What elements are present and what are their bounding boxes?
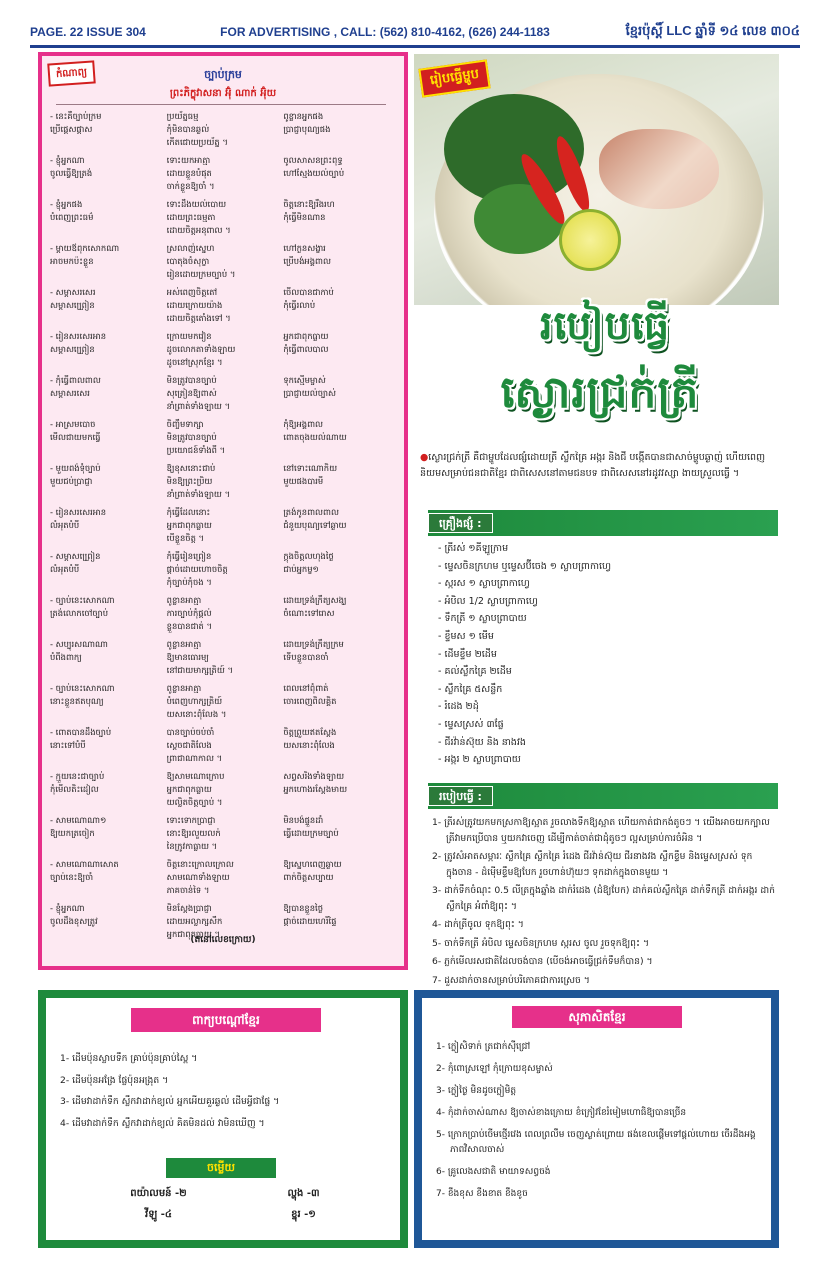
poem-stanza: - សម្ដាសរសេរ សម្ដាសព្រ្រៀន xyxy=(50,287,96,310)
page-header xyxy=(30,20,800,44)
poem-stanza: ឱ្យសាមណោក្រោប អ្នកជាពុកធ្លាយ យល្លិតចិត្តច្បាប់ ។ xyxy=(166,771,225,807)
riddles-inner xyxy=(46,998,400,1240)
answer-item: ល្ហុង -៣ xyxy=(287,1188,320,1199)
poem-column-2 xyxy=(165,110,282,939)
proverbs-inner xyxy=(422,998,771,1240)
method-step: 3- ដាក់ទឹកចំណុះ 0.5 លីត្រក្នុងឆ្នាំង ដាក់រំដេង (ដំឱ្យបែក) ដាក់គល់ស្លឹកគ្រៃ ដាក់ទឹកត្រី ដាក់អង្ករ ដាក់ស្លឹកគ្រៃ អំពាំឱ្យពុះ ។ xyxy=(432,885,775,912)
ingredient-item: - ស្លឹកគ្រៃ ៥សន្លឹក xyxy=(438,683,503,695)
method-step: 2- ត្រូវសំអាតសម្ភារៈ ស្លឹកគ្រៃ ស្លឹកគ្រៃ រំដេង ជីរវ៉ាន់ស៊ុយ ជីរនាងវង ស្លឹកខ្ទឹម និងម្ទេសស្រស់ ទុកក្នុងចាន - ដំម៉ើមខ្ទឹមឱ្យបែក រួចហាន់ហ៊ុយៗ ទុកដាក់ក្នុងចានមួយ ។ xyxy=(432,851,753,878)
poem-stanza: - រៀនសរសេរអាន លំអុតបំបី xyxy=(50,507,107,530)
poem-stanza: ទុកស្មើមម្ចាស់ ប្រាជ្ញាយល់ច្បាស់ xyxy=(283,375,337,398)
proverb-item: 2- កុំពោស្រឡៅ កុំក្រោយខុសម្ចាស់ xyxy=(436,1064,553,1074)
poem-stanza: ចូលសាសនព្រះពុទ្ធ ហៅស្មែងយល់ច្បាប់ xyxy=(283,155,345,178)
method-steps xyxy=(432,815,777,991)
ingredient-item: - ស្ករស ១ ស្លាបព្រាកាហ្វេ xyxy=(438,578,530,590)
answer-item: វីឡូ -៤ xyxy=(145,1209,172,1220)
poem-column-1 xyxy=(48,110,165,930)
poem-column-3 xyxy=(281,110,398,930)
poem-stanza: ពូខ្លានអ្នកផង ប្រាជ្ញាបុណ្យផង xyxy=(283,111,331,134)
recipe-intro-text: ស្ងោរជ្រក់ត្រី គឺជាម្ហូបដែលផ្សំដោយត្រី ស្លឹកគ្រៃ អង្ករ និងជី បង្កើតបានជាសាច់ម្ហូបឆ្ងាញ់ ហើយពេញនិយមសម្រាប់ជនជាតិខ្មែរ ជាពិសេសនៅតាមជនបទ ជាពិសេសនៅរដូវវស្សា ងាយស្រួលធ្វើ ។ xyxy=(420,452,766,479)
poem-stanza: មិនបង់ផ្ទួនដាំ ធ្វើដោយក្រមច្បាប់ xyxy=(283,815,339,838)
ingredient-item: - ម្ទេសស្រស់ ៣ផ្លែ xyxy=(438,718,504,730)
poem-stanza: នៅទោះណោកិយ មួយផងបារមី xyxy=(283,463,338,486)
proverb-item: 7- ខឹងខុស ខឹងខាត ខឹងខូច xyxy=(436,1189,528,1199)
poem-stanza: ឱ្យខុសនោះជាប់ មិនឱ្យព្រះប្រិយ នាំព្រាត់ទាំងឡាយ ។ xyxy=(166,463,231,499)
ingredient-item: - ខ្ទឹមស ១ មើម xyxy=(438,630,494,642)
poem-stanza: កុំឱ្យអង្គពាល ពោតចុងយល់ណាយ xyxy=(283,419,347,442)
poem-stanza: កុំធ្វើដែលនោះ អ្នកជាពុកធ្លាយ បើខ្លួនចិត្ត ។ xyxy=(166,507,212,543)
ingredient-item: - ម្ទេសចិនក្រហម ឬម្ទេសប៊ីចេង ១ ស្លាបព្រាកាហ្វេ xyxy=(438,560,612,572)
poem-stanza: ចើលបានជាកាប់ កុំធ្វើរលាប់ xyxy=(283,287,334,310)
poem-stanza: ចិត្តព្រួយឥតស្ដែង យសនោះពុំលែង xyxy=(283,727,337,750)
poem-stanza: - អាស្រមបោច មើលជាយមកធ្វើ xyxy=(50,419,101,442)
poem-stanza: ឱ្យស្នេហពេញឆ្ងាយ ពាក់ចិត្តសប្បាយ xyxy=(283,859,342,882)
poem-stanza: - រៀនសរសេរអាន សម្ដាសព្រ្រៀន xyxy=(50,331,107,354)
poem-title: ច្បាប់ក្រម xyxy=(204,68,242,81)
proverb-item: 6- គ្រូលេងសជាតិ មាយាទសព្វចង់ xyxy=(436,1167,551,1177)
method-step: 7- ដួសដាក់ចានសម្រាប់បរិភោគជាការស្រេច ។ xyxy=(432,974,590,986)
poem-stanza: ទោះដឹងយល់បោយ ដោយព្រះធម្មតា ដោយចិត្តអនុពាល ។ xyxy=(166,199,231,235)
ingredient-item: - អំបិល 1/2 ស្លាបព្រាកាហ្វេ xyxy=(438,595,538,607)
ingredients-header xyxy=(418,510,778,536)
poem-stanza: - ច្បាប់នេះសោកណា នោះខ្លួនឥតបុណ្យ xyxy=(50,683,115,706)
ingredients-label: គ្រឿងផ្សំ : xyxy=(428,513,493,533)
riddles-title: ពាក្យបណ្ដៅខ្មែរ xyxy=(131,1008,321,1032)
poem-stanza: ចិត្តនោះក្រោលក្រោល សាមណោទាំងឡាយ ភាគចាន់ទៃ ។ xyxy=(166,859,234,895)
poem-stanza: - សប្បុរសណាណា បំពីងពាក្យ xyxy=(50,639,108,662)
poem-stanza: ក្រោយមកវៀន ដូចលោកតាទាំងឡាយ ដូចនៅស្រុកខ្មែរ ។ xyxy=(166,331,236,367)
ingredients-list xyxy=(438,540,768,769)
poem-stanza: ទោះយកអាត្មា ដោយខ្លួនបំផុត ចាក់ខ្លួនឱ្យចាំ ។ xyxy=(166,155,215,191)
answer-item: ពយ៉ាលមន៍ -២ xyxy=(130,1188,187,1199)
photo-tag: រៀបធ្វើម្ហូប xyxy=(418,59,491,97)
poem-stanza: ចិត្តនោះឱ្យរឹងរហ កុំធ្វើមិនណាន xyxy=(283,199,335,222)
poem-stanza: - ក្មួយនេះជាច្បាប់ កុំមើលតិះដៀល xyxy=(50,771,105,794)
proverb-item: 4- កុំដាក់ចាស់ណាស ឱ្យចាស់ខាងក្រោយ ខំក្រៀវខែរំមៀមហោធិឱ្យបានច្រើន xyxy=(436,1108,687,1118)
poem-badge: កំណាព្យ xyxy=(47,60,96,86)
poem-continued-note: (តនៅលេខក្រោយ) xyxy=(190,935,256,945)
poem-stanza: ពេលនៅពុំពាត់ ចោរពេញពិលគ្គិត xyxy=(283,683,337,706)
fish-slice-illustration xyxy=(599,129,719,209)
poem-stanza: ពូខ្លានអាត្មា ឱ្យមានធោរម្យ នៅជាយមាក្សត្រិយ៍ ។ xyxy=(166,639,233,675)
poem-stanza: ស្រលាញ់ស្នេហ បោតុងចំសុក្ខា រៀនដោយក្រមច្បាប់ ។ xyxy=(166,243,236,279)
ingredient-item: - គល់ស្លឹកគ្រៃ ២ដើម xyxy=(438,666,512,678)
poem-stanza: អស់ពេញចិត្តតៅ ដោយក្រោយយ៉ាង ដោយចិត្តតោំងទៅ ។ xyxy=(166,287,231,323)
ingredient-item: - ត្រីរស់ ១គីឡូក្រាម xyxy=(438,543,509,554)
poem-stanza: ក្ដុងចិត្តលហុងថ្ងៃ ជាប់អ្នកម្ខ១ xyxy=(283,551,334,574)
bullet-icon: ● xyxy=(420,452,429,463)
recipe-title-line-2: ស្ងោរជ្រក់ត្រី xyxy=(500,367,700,418)
proverbs-box xyxy=(414,990,779,1248)
poem-stanza: - សាមណោណា១ ឱ្យយកត្រចៀក xyxy=(50,815,107,838)
poem-stanza: - សាមណោណាសោត ច្បាប់នេះឱ្យចាំ xyxy=(50,859,119,882)
answer-item: ខ្នុរ -១ xyxy=(291,1209,316,1220)
recipe-intro xyxy=(420,450,776,482)
poem-columns xyxy=(48,110,398,939)
proverb-item: 5- ក្រោកប្រាប់ចើមថ្មើរវេង ពេលព្រលឹម ចេញស្ងាត់ព្រោយ ផង់ខេលផ្ដើមទៅផ្ដល់ហោយ ចើរដឹងអង្គភាពវិសាលចាស់ xyxy=(436,1130,756,1155)
poem-stanza: - ខ្ញុំអ្នកផង បំពេញព្រះធម៌ xyxy=(50,199,94,222)
proverb-item: 3- ក្លៀថ្ងៃ មិនដូចក្លៀមិត្ត xyxy=(436,1086,517,1096)
ingredient-item: - ជីរវ៉ាន់ស៊ុយ និង នាងវង xyxy=(438,736,526,748)
poem-stanza: - ច្បាប់នេះសោកណា ត្រង់លោកចៅច្បាប់ xyxy=(50,595,115,618)
poem-stanza: - នេះគឺច្បាប់ក្រម ប្រើផ្ដេសផ្ដាស xyxy=(50,111,102,134)
poem-stanza: ឱ្យបានខ្លួនថ្ងៃ ផ្ដាច់ដោយហេរីផ្ទៃ xyxy=(283,903,337,926)
answers-title: ចម្លើយ xyxy=(166,1158,276,1178)
poem-stanza: អ្នកជាពុកធ្លាយ កុំធ្វើពាលបាល xyxy=(283,331,329,354)
poem-stanza: ហៅក្ងនសង្ខារ ប្រើបង់អង្គពាល xyxy=(283,243,331,266)
riddle-item: 4- ដើមវាដាក់ទឹក ស្លឹកវាដាក់ខ្យល់ គិតមិនដល់ វាមិនឃើញ ។ xyxy=(60,1117,265,1129)
poem-stanza: ទោះទោកប្រាជ្ញា នោះឱ្យរលួយលក់ នៃក្រូវកាធ្លាយ ។ xyxy=(166,815,221,851)
poem-stanza: ចិញ្ចឹមទាក្សា មិនត្រូវបានច្បាប់ ប្រយោជន៍ទាំងពី ។ xyxy=(166,419,226,455)
poem-stanza: ពូខ្លានអាត្មា បំពេញហាក្សត្រិយ៍ យសនោះពុំលែង ។ xyxy=(166,683,227,719)
poem-stanza: - ខ្ញុំអ្នកណា ចូលធ្វើឱ្យត្រង់ xyxy=(50,155,93,178)
header-divider xyxy=(30,45,800,48)
poem-stanza: - ខ្ញុំអ្នកណា ចូលដឹងខុសត្រូវ xyxy=(50,903,98,926)
poem-stanza: ដោយទ្រង់ក្រឹត្យក្រម ទើបខ្លួនបានចាំ xyxy=(283,639,344,662)
poem-stanza: - មួយពង់ទុំច្បាប់ មួយជប់ប្រាជ្ញា xyxy=(50,463,101,486)
riddle-item: 1- ដើមប៉ុនស្លាបទឹក គ្រាប់ប៉ុនគ្រាប់ស្ពៃ ។ xyxy=(60,1053,198,1064)
riddle-item: 3- ដើមវាដាក់ទឹក ស្លឹកវាដាក់ខ្យល់ អ្នកអើយគួរឆ្ងល់ ដើមអ្វីជាផ្លែ ។ xyxy=(60,1096,280,1107)
poem-stanza: សព្វសរិងទាំងឡាយ អ្នកហោងរស្ដែងមាយ xyxy=(283,771,348,794)
answers-grid xyxy=(86,1186,376,1222)
ingredient-item: - អង្ករ ២ ស្លាបព្រាបាយ xyxy=(438,754,521,766)
method-step: 4- ដាក់ត្រីចូល ទុកឱ្យពុះ ។ xyxy=(432,919,524,930)
poem-stanza: - ពោតបានដឹងច្បាប់ នោះទៅបំបី xyxy=(50,727,112,750)
poem-panel xyxy=(38,52,408,970)
riddles-box xyxy=(38,990,408,1248)
riddles-list xyxy=(60,1048,390,1134)
page-number: PAGE. 22 ISSUE 304 xyxy=(30,25,146,39)
poem-stanza: បានច្បាប់ចប់ចាំ ស្ដេចជាតិលែង ព្រាជាណាកាល ។ xyxy=(166,727,223,763)
method-step: 1- ត្រីរស់ត្រូវយកមកស្រកាឱ្យស្អាត រួចលាងទឹកឱ្យស្អាត ហើយកាត់ជាកង់តូចៗ ។ យើងអាចយកក្បាលត្រីវាមកប្រើបាន ឬយកវាចេញ ដើម្បីកាត់ចាត់ជាដុំតូចៗ ល្អសម្រាប់ការចំអិន ។ xyxy=(432,817,770,844)
proverbs-title: សុភាសិតខ្មែរ xyxy=(512,1006,682,1028)
poem-stanza: ត្រង់កូនពាលពាល ជំនួយបុណ្យទៅឆ្ងាយ xyxy=(283,507,347,530)
poem-stanza: - កុំធ្វើពាលពាល សម្ដាសរសេរ xyxy=(50,375,101,398)
method-header xyxy=(418,783,778,809)
masthead: ខ្មែរប៉ុស្តិ៍ LLC ឆ្នាំទី ១៤ លេខ ៣០៤ xyxy=(625,22,800,38)
ingredient-item: - ដើមខ្ទឹម ២ដើម xyxy=(438,648,497,660)
riddle-item: 2- ដើមប៉ុនអង្រែ ផ្លែប៉ុនអង្រុត ។ xyxy=(60,1074,169,1086)
ingredient-item: - រំដេង ២ដុំ xyxy=(438,701,479,713)
poem-stanza: ប្រយ័ត្នធម្ម កុំមិនបានឆ្ងល់ កើតជោយប្រយ័ត្ន ។ xyxy=(166,111,228,147)
poem-stanza: ដោយទ្រង់ក្រឹត្យសង្ឃ ចំណោះទៅរោស xyxy=(283,595,347,618)
proverb-item: 1- ក្លៀសិទាក់ ត្រជាក់ស៊ីជ្រៅ xyxy=(436,1042,531,1052)
poem-stanza: ពូខ្លានអាត្មា ការច្បាប់កុំផ្ដល់ ខ្លួនបានជាត់ ។ xyxy=(166,595,213,631)
poem-stanza: មិនត្រូវបានច្បាប់ សុត្រៀនឱ្យពាស់ នាំព្រាត់ទាំងឡាយ ។ xyxy=(166,375,231,411)
lime-slice-illustration xyxy=(559,209,621,271)
method-step: 5- ចាក់ទឹកត្រី អំបិល ម្ទេសចិនក្រហម ស្ករស ចូល រួចទុកឱ្យពុះ ។ xyxy=(432,937,650,949)
recipe-title-line-1: របៀបធ្វើ xyxy=(539,303,671,349)
poem-stanza: - សម្ដាសព្រ្រៀន លំអុតបំបី xyxy=(50,551,101,574)
poem-author: ព្រះភិក្ខុវាសនា អ៊ុំ ណាក់ អ៊ុំយ xyxy=(169,88,277,99)
ingredient-item: - ទឹកត្រី ១ ស្លាបព្រាបាយ xyxy=(438,613,527,625)
poem-stanza: - ម្ដាយឪពុកសោកណា អាចមកប៉ះខ្លួន xyxy=(50,243,120,266)
method-step: 6- ភ្លក់មើលរសជាតិដែលចង់បាន (បើចង់អាចធ្វើជ្រក់ទឹមក៏បាន) ។ xyxy=(432,956,653,967)
poem-divider xyxy=(56,104,386,105)
poem-stanza: មិនស្ដែងប្រាជ្ញា ដោយអល្លាក្សសឹក អ្នកជាពុកធ្លាយ ។ xyxy=(166,903,223,939)
proverbs-list xyxy=(436,1040,761,1209)
poem-stanza: កុំធ្វើរៀនព្រៀន ផ្ដាច់ដោយហោចចិត្ត កុំច្បាប់កុំចង ។ xyxy=(166,551,228,587)
method-label: របៀបធ្វើ : xyxy=(428,786,493,806)
advertising-line: FOR ADVERTISING , CALL: (562) 810-4162, (626) 244-1183 xyxy=(220,25,550,39)
